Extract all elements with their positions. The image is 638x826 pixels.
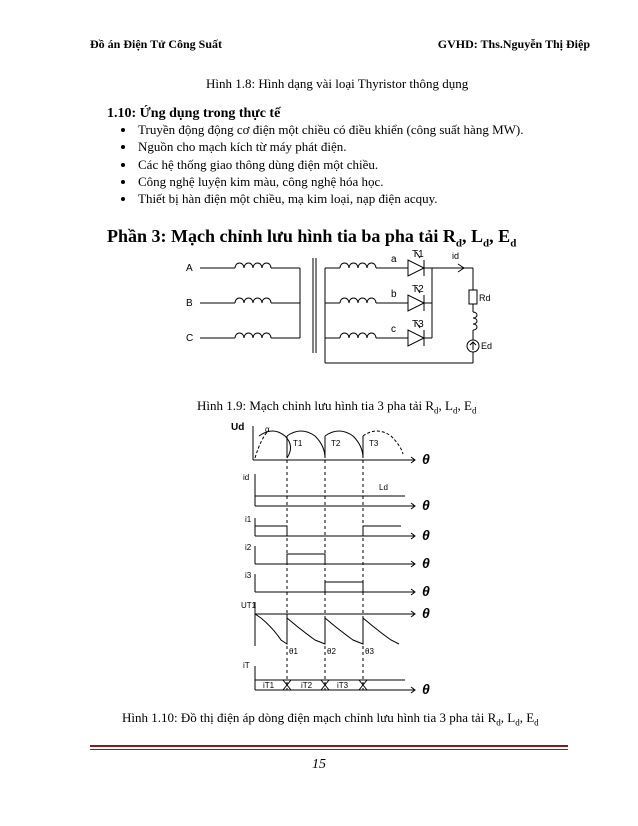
list-item: • Các hệ thống giao thông dùng điện một chiều.: [136, 156, 524, 173]
sep: ,: [489, 226, 499, 246]
fig18-caption: Hình 1.8: Hình dạng vài loại Thyristor thông dụng: [206, 76, 469, 91]
t-label: T2: [331, 439, 341, 448]
alpha-label: α: [265, 425, 270, 434]
page-number: 15: [312, 757, 326, 772]
footer-rule: [90, 745, 568, 747]
theta-symbol: θ: [422, 497, 430, 513]
fig110-caption: [122, 710, 539, 728]
footer-rule-thin: [90, 749, 568, 750]
thyristor-label: T1: [412, 249, 424, 260]
sub-d: d: [496, 717, 501, 728]
part-title-e: E: [498, 226, 511, 246]
fig19-caption: [197, 398, 476, 416]
row-label: i2: [245, 543, 252, 552]
it-label: iT3: [337, 681, 349, 690]
sub-d: d: [483, 237, 490, 250]
sub-d: d: [453, 405, 458, 416]
theta-symbol: θ: [422, 583, 430, 599]
theta-mark: θ3: [365, 647, 374, 656]
list-item: • Nguồn cho mạch kích từ máy phát điện.: [136, 138, 524, 155]
theta-mark: θ1: [289, 647, 298, 656]
thyristor-label: T2: [412, 284, 424, 295]
node-label: c: [391, 324, 396, 335]
row-label: i3: [245, 571, 252, 580]
rectifier-circuit-diagram: [180, 248, 510, 370]
theta-symbol: θ: [422, 605, 430, 621]
part-title-l: L: [471, 226, 484, 246]
theta-symbol: θ: [422, 681, 430, 696]
current-label: id: [452, 251, 460, 261]
theta-symbol: θ: [422, 527, 430, 543]
load-e-label: Ed: [481, 341, 493, 351]
node-label: a: [391, 254, 397, 265]
ud-label: Ud: [231, 422, 245, 433]
ld-label: Ld: [379, 483, 388, 492]
part-title-r: R: [442, 226, 456, 246]
fig19-caption-l: , L: [438, 398, 453, 413]
sub-d: d: [534, 717, 539, 728]
header-left: Đồ án Điện Tử Công Suất: [90, 37, 223, 51]
section-title: 1.10: Ứng dụng trong thực tế: [107, 106, 281, 121]
part-title-text: Phần 3: Mạch chỉnh lưu hình tia ba pha tải: [107, 226, 439, 246]
row-label: id: [243, 473, 250, 482]
list-item: • Công nghệ luyện kim màu, công nghệ hóa học.: [136, 173, 524, 190]
fig110-caption-l: , L: [500, 710, 516, 725]
sub-d: d: [515, 717, 520, 728]
node-label: b: [391, 289, 397, 300]
fig110-caption-e: , E: [519, 710, 535, 725]
t-label: T3: [369, 439, 379, 448]
fig19-caption-text: Hình 1.9: Mạch chỉnh lưu hình tia 3 pha tải R: [197, 398, 435, 413]
thyristor-label: T3: [412, 319, 424, 330]
part-title: [107, 226, 516, 250]
theta-symbol: θ: [422, 451, 430, 467]
row-label: UT1: [241, 601, 257, 610]
theta-symbol: θ: [422, 555, 430, 571]
application-list: [114, 121, 524, 207]
sub-d: d: [455, 237, 463, 250]
load-r-label: Rd: [479, 293, 491, 303]
sub-d: d: [471, 405, 477, 416]
theta-mark: θ2: [327, 647, 336, 656]
waveform-diagram: [225, 418, 450, 696]
it-label: iT2: [301, 681, 313, 690]
sub-d: d: [434, 405, 439, 416]
phase-label: C: [186, 333, 194, 344]
row-label: iT: [243, 661, 250, 670]
fig19-caption-e: , E: [457, 398, 472, 413]
fig110-caption-text: Hình 1.10: Đồ thị điện áp dòng điện mạch chỉnh lưu hình tia 3 pha tải R: [122, 710, 497, 725]
phase-label: A: [186, 263, 193, 274]
header-right: GVHD: Ths.Nguyễn Thị Điệp: [437, 37, 590, 51]
row-label: i1: [245, 515, 252, 524]
it-label: iT1: [263, 681, 275, 690]
list-item: • Thiết bị hàn điện một chiều, mạ kim loại, nạp điện acquy.: [136, 190, 524, 207]
t-label: T1: [293, 439, 303, 448]
list-item: • Truyền động động cơ điện một chiều có điều khiển (công suất hàng MW).: [136, 121, 524, 138]
sep: ,: [462, 226, 472, 246]
sub-d: d: [510, 237, 517, 250]
phase-label: B: [186, 298, 193, 309]
